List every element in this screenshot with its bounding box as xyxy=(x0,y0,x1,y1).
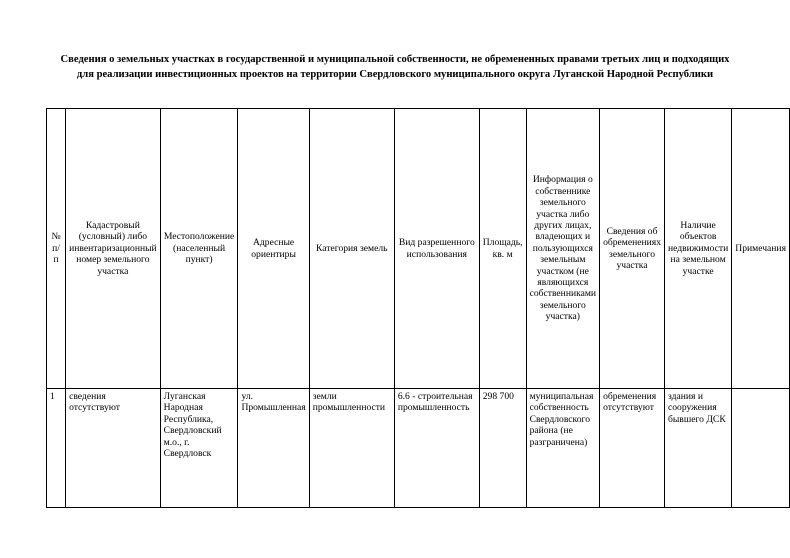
header-cell-location: Местоположение (населенный пункт) xyxy=(160,109,238,389)
cell-permitted-use: 6.6 - строительная промышленность xyxy=(394,389,479,508)
header-cell-encumbrances: Сведения об обременениях земельного участка xyxy=(600,109,665,389)
header-cell-area: Площадь, кв. м xyxy=(479,109,526,389)
table-header-row xyxy=(47,109,790,389)
cell-land-category: земли промышленности xyxy=(309,389,394,508)
header-cell-owner-info: Информация о собственнике земельного участка либо других лицах, владеющих и пользующихся земельным участком (не являющихся собственниками земельного участка) xyxy=(526,109,600,389)
cell-real-estate: здания и сооружения бывшего ДСК xyxy=(664,389,731,508)
cell-address: ул. Промышленная xyxy=(238,389,309,508)
cell-area: 298 700 xyxy=(479,389,526,508)
header-cell-real-estate: Наличие объектов недвижимости на земельном участке xyxy=(664,109,731,389)
land-plots-table xyxy=(46,108,790,508)
cell-encumbrances: обременения отсутствуют xyxy=(600,389,665,508)
cell-location: Луганская Народная Республика, Свердловский м.о., г. Свердловск xyxy=(160,389,238,508)
header-cell-number: № п/п xyxy=(47,109,66,389)
cell-number: 1 xyxy=(47,389,66,508)
cell-notes xyxy=(732,389,790,508)
header-cell-permitted-use: Вид разрешенного использования xyxy=(394,109,479,389)
cell-owner-info: муниципальная собственность Свердловского района (не разграничена) xyxy=(526,389,600,508)
header-cell-cadastral-number: Кадастровый (условный) либо инвентаризационный номер земельного участка xyxy=(66,109,161,389)
header-cell-land-category: Категория земель xyxy=(309,109,394,389)
header-cell-address: Адресные ориентиры xyxy=(238,109,309,389)
table-row xyxy=(47,389,790,508)
header-cell-notes: Примечания xyxy=(732,109,790,389)
document-title: Сведения о земельных участках в государственной и муниципальной собственности, не обремененных правами третьих лиц и подходящих для реализации инвестиционных проектов на территории Свердловского муниципального округа Луганской Народной Республики xyxy=(60,54,730,80)
cell-cadastral-number: сведения отсутствуют xyxy=(66,389,161,508)
